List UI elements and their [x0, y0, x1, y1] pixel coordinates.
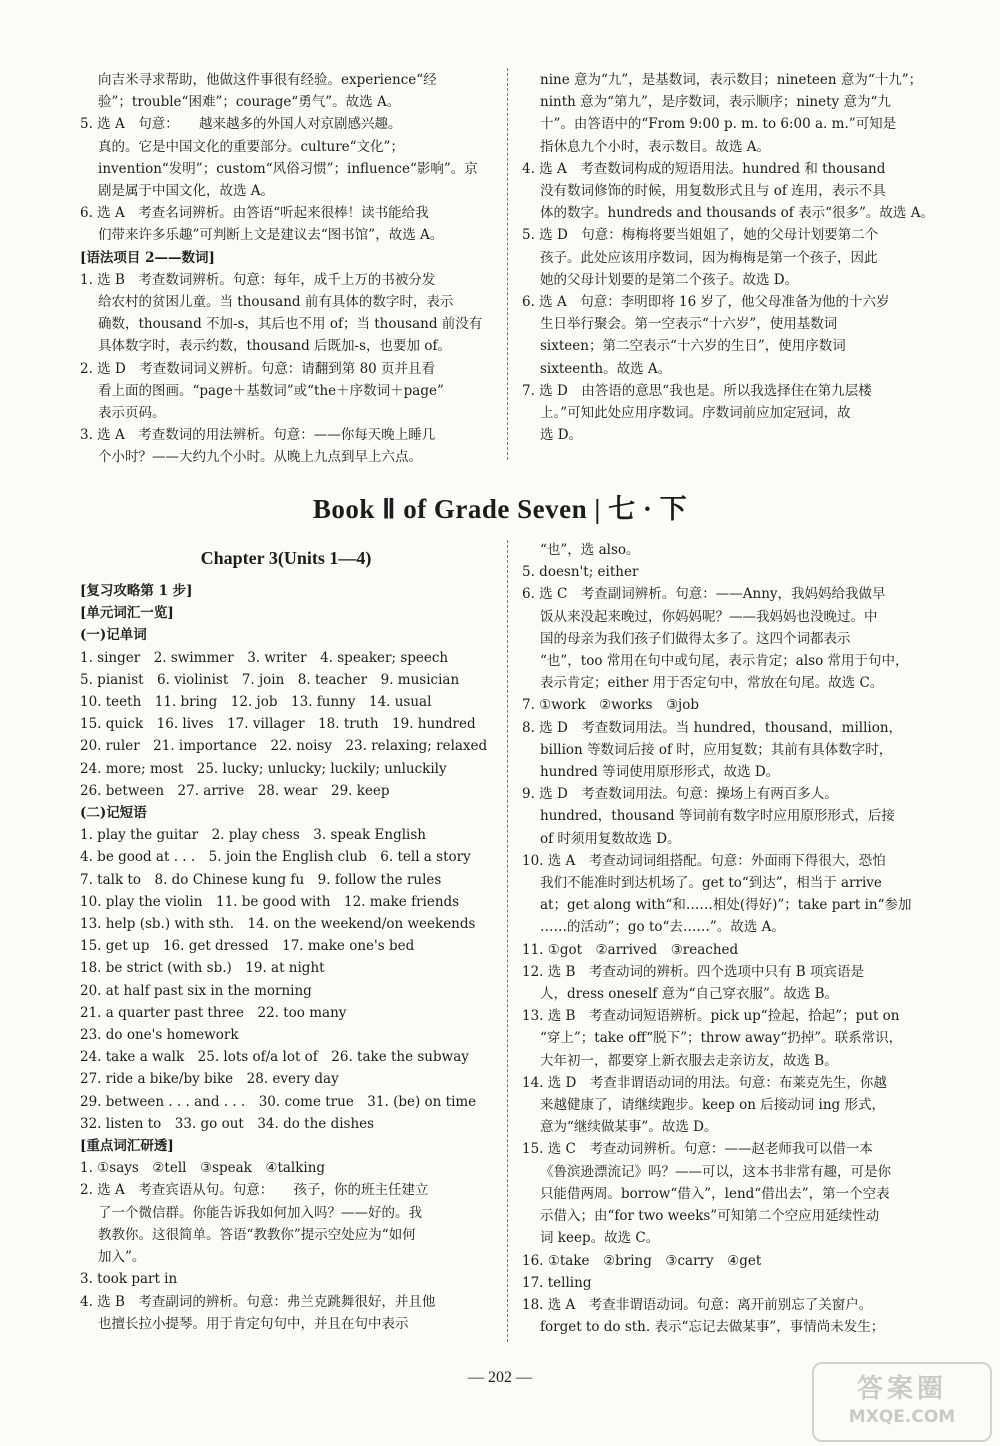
text-line: 真的。它是中国文化的重要部分。culture“文化”；: [98, 138, 404, 155]
text-line: 17. telling: [522, 1274, 592, 1291]
text-line: 32. listen to 33. go out 34. do the dishes: [80, 1115, 375, 1132]
text-line: “也”，选 also。: [540, 542, 640, 558]
text-line: 表示页码。: [98, 405, 166, 422]
text-line: 看上面的图画。“page＋基数词”或“the＋序数词＋page”: [98, 382, 444, 399]
text-line: 2. 选 D 考查数词词义辨析。句意：请翻到第 80 页并且看: [80, 360, 436, 377]
top-right-column: [522, 69, 940, 446]
text-line: at；get along with“和……相处(得好)”；take part in“参加: [540, 897, 912, 914]
text-line: 16. ①take ②bring ③carry ④get: [522, 1252, 762, 1269]
text-line: of 时须用复数故选 D。: [540, 830, 681, 847]
text-line: sixteen；第二空表示“十六岁的生日”，使用序数词: [540, 338, 846, 355]
text-line: 意为“继续做某事”。故选 D。: [540, 1119, 718, 1136]
text-line: 14. 选 D 考查非谓语动词的用法。句意：布莱克先生，你越: [522, 1074, 887, 1091]
section-heading: (一)记单词: [80, 627, 147, 644]
text-line: 5. 选 A 句意： 越来越多的外国人对京剧感兴趣。: [80, 116, 402, 133]
text-line: forget to do sth. 表示“忘记去做某事”，事情尚未发生；: [540, 1319, 885, 1336]
text-line: 8. 选 D 考查数词用法。当 hundred，thousand，million，: [522, 719, 903, 736]
text-line: 2. 选 A 考查宾语从句。句意： 孩子，你的班主任建立: [80, 1182, 429, 1199]
text-line: 10. teeth 11. bring 12. job 13. funny 14. usual: [80, 694, 432, 711]
column-divider: [507, 68, 508, 460]
text-line: 24. more; most 25. lucky; unlucky; luckily; unluckily: [80, 760, 447, 777]
text-line: 没有数词修饰的时候，用复数形式且与 of 连用，表示不具: [540, 183, 886, 200]
text-line: 4. be good at . . . 5. join the English club 6. tell a story: [80, 849, 471, 866]
text-line: 指休息九个小时，表示数目。故选 A。: [540, 138, 771, 155]
text-line: 29. between . . . and . . . 30. come true 31. (be) on time: [80, 1093, 477, 1110]
text-line: 20. at half past six in the morning: [80, 982, 312, 999]
chapter-title: Chapter 3(Units 1—4): [200, 548, 372, 568]
text-line: 20. ruler 21. importance 22. noisy 23. relaxing; relaxed: [80, 738, 488, 755]
text-line: 1. singer 2. swimmer 3. writer 4. speaker; speech: [80, 649, 449, 666]
text-line: 词 keep。故选 C。: [540, 1230, 660, 1247]
text-line: 10. play the violin 11. be good with 12. make friends: [80, 893, 460, 910]
text-line: 们带来许多乐趣”可判断上文是建议去“图书馆”，故选 A。: [98, 227, 444, 244]
text-line: 了一个微信群。你能告诉我如何加入吗？——好的。我: [98, 1204, 422, 1221]
text-line: 5. pianist 6. violinist 7. join 8. teacher 9. musician: [80, 671, 460, 688]
watermark-url: MXQE.COM: [848, 1407, 956, 1427]
text-line: 10. 选 A 考查动词词组搭配。句意：外面雨下得很大，恐怕: [522, 852, 886, 869]
text-line: 验”；trouble“困难”；courage“勇气”。故选 A。: [98, 94, 401, 111]
text-line: ninth 意为“第九”，是序数词，表示顺序；ninety 意为“九: [540, 94, 891, 111]
text-line: 21. a quarter past three 22. too many: [80, 1004, 347, 1021]
text-line: 孩子。此处应该用序数词，因为梅梅是第一个孩子，因此: [540, 249, 878, 266]
text-line: 1. 选 B 考查数词辨析。句意：每年，成千上万的书被分发: [80, 271, 436, 288]
text-line: 给农村的贫困儿童。当 thousand 前有具体的数字时，表示: [98, 294, 454, 311]
text-line: 人，dress oneself 意为“自己穿衣服”。故选 B。: [540, 986, 839, 1003]
text-line: 生日举行聚会。第一空表示“十六岁”，使用基数词: [540, 316, 838, 333]
text-line: 1. ①says ②tell ③speak ④talking: [80, 1160, 326, 1177]
text-line: 24. take a walk 25. lots of/a lot of 26. take the subway: [80, 1049, 469, 1066]
text-line: 5. 选 D 句意：梅梅将要当姐姐了，她的父母计划要第二个: [522, 227, 879, 244]
text-line: hundred，thousand 等词前有数字时应用原形形式，后接: [540, 808, 895, 825]
text-line: 也擅长拉小提琴。用于肯定句句中，并且在句中表示: [98, 1315, 409, 1332]
text-line: 国的母亲为我们孩子们做得太多了。这四个词都表示: [540, 630, 851, 647]
text-line: 教教你。这很简单。答语“教教你”提示空处应为“如何: [98, 1226, 416, 1243]
text-line: 1. play the guitar 2. play chess 3. speak English: [80, 827, 426, 844]
text-line: “也”，too 常用在句中或句尾，表示肯定；also 常用于句中，: [540, 653, 909, 670]
text-line: 她的父母计划要的是第二个孩子。故选 D。: [540, 271, 799, 288]
text-line: 大年初一，都要穿上新衣服去走亲访友，故选 B。: [540, 1052, 838, 1069]
section-heading: [单元词汇一览]: [80, 605, 174, 622]
text-line: 13. 选 B 考查动词短语辨析。pick up“捡起，拾起”；put on: [522, 1008, 900, 1025]
text-line: 6. 选 C 考查副词辨析。句意：——Anny，我妈妈给我做早: [522, 586, 886, 603]
text-line: 只能借两周。borrow“借入”，lend“借出去”，第一个空表: [540, 1185, 890, 1202]
text-line: 表示肯定；either 用于否定句中，常放在句尾。故选 C。: [540, 675, 884, 692]
text-line: 23. do one's homework: [80, 1027, 239, 1044]
text-line: sixteenth。故选 A。: [540, 360, 672, 377]
text-line: “穿上”；take off“脱下”；throw away“扔掉”。联系常识，: [540, 1030, 903, 1047]
text-line: 11. ①got ②arrived ③reached: [522, 941, 739, 958]
text-line: 加入”。: [98, 1249, 146, 1266]
text-line: 15. quick 16. lives 17. villager 18. truth 19. hundred: [80, 716, 476, 733]
text-line: 7. ①work ②works ③job: [522, 697, 699, 714]
text-line: 5. doesn't; either: [522, 564, 639, 581]
text-line: 选 D。: [540, 427, 583, 444]
text-line: 3. 选 A 考查数词的用法辨析。句意：——你每天晚上睡几: [80, 427, 436, 444]
section-heading: [复习攻略第 1 步]: [80, 583, 193, 599]
text-line: hundred 等词使用原形形式，故选 D。: [540, 764, 780, 781]
text-line: 3. took part in: [80, 1271, 178, 1288]
text-line: 15. get up 16. get dressed 17. make one's bed: [80, 938, 415, 955]
text-line: 体的数字。hundreds and thousands of 表示“很多”。故选 A。: [540, 205, 934, 222]
text-line: invention“发明”；custom“风俗习惯”；influence“影响”。京: [98, 160, 478, 177]
text-line: 我们不能准时到达机场了。get to“到达”，相当于 arrive: [540, 875, 882, 892]
text-line: nine 意为“九”，是基数词，表示数目；nineteen 意为“十九”；: [540, 72, 923, 88]
text-line: 26. between 27. arrive 28. wear 29. keep: [80, 782, 390, 799]
text-line: 15. 选 C 考查动词辨析。句意：——赵老师我可以借一本: [522, 1141, 873, 1158]
watermark-logo: [812, 1362, 992, 1442]
text-line: 《鲁滨逊漂流记》吗？——可以，这本书非常有趣，可是你: [540, 1163, 891, 1180]
text-line: 4. 选 B 考查副词的辨析。句意：弗兰克跳舞很好，并且他: [80, 1293, 436, 1310]
text-line: 剧是属于中国文化，故选 A。: [98, 183, 275, 200]
text-line: 7. 选 D 由答语的意思“我也是。所以我选择住在第九层楼: [522, 382, 872, 399]
top-left-column: [80, 69, 492, 469]
text-line: 十”。由答语中的“From 9:00 p. m. to 6:00 a. m.”可知是: [540, 116, 897, 133]
text-line: 27. ride a bike/by bike 28. every day: [80, 1071, 339, 1088]
bottom-right-column: [522, 539, 940, 1338]
section-heading: [重点词汇研透]: [80, 1138, 174, 1155]
text-line: 6. 选 A 句意：李明即将 16 岁了，他父母准备为他的十六岁: [522, 294, 890, 311]
text-line: 来越健康了，请继续跑步。keep on 后接动词 ing 形式，: [540, 1097, 885, 1114]
watermark-text: 答案圈: [856, 1374, 947, 1404]
text-line: 上。”可知此处应用序数词。序数词前应加定冠词，故: [540, 405, 851, 422]
text-line: 12. 选 B 考查动词的辨析。四个选项中只有 B 项宾语是: [522, 963, 864, 980]
column-divider: [507, 540, 508, 1342]
bottom-left-column: [80, 580, 492, 1335]
text-line: ……的活动”；go to“去……”。故选 A。: [540, 919, 785, 936]
text-line: 4. 选 A 考查数词构成的短语用法。hundred 和 thousand: [522, 160, 886, 177]
text-line: 13. help (sb.) with sth. 14. on the weekend/on weekends: [80, 916, 476, 933]
section-heading: [语法项目 2——数词]: [80, 249, 215, 266]
text-line: 具体数字时，表示约数，thousand 后既加-s，也要加 of。: [98, 338, 451, 355]
text-line: 示借入；由“for two weeks”可知第二个空应用延续性动: [540, 1208, 880, 1225]
text-line: 向吉米寻求帮助，他做这件事很有经验。experience“经: [98, 72, 437, 88]
text-line: 确数，thousand 不加-s，其后也不用 of；当 thousand 前没有: [98, 316, 483, 333]
text-line: 个小时？——大约九个小时。从晚上九点到早上六点。: [98, 449, 422, 466]
text-line: 9. 选 D 考查数词用法。句意：操场上有两百多人。: [522, 786, 838, 803]
section-heading: (二)记短语: [80, 805, 147, 822]
text-line: billion 等数词后接 of 时，应用复数；其前有具体数字时，: [540, 741, 893, 758]
text-line: 18. be strict (with sb.) 19. at night: [80, 960, 325, 977]
page-number: — 202 —: [468, 1369, 532, 1386]
text-line: 7. talk to 8. do Chinese kung fu 9. follow the rules: [80, 871, 442, 888]
text-line: 18. 选 A 考查非谓语动词。句意：离开前别忘了关窗户。: [522, 1296, 873, 1313]
book-title: Book Ⅱ of Grade Seven | 七 · 下: [312, 494, 688, 524]
text-line: 饭从来没起来晚过，你妈妈呢？——我妈妈也没晚过。中: [540, 608, 878, 625]
text-line: 6. 选 A 考查名词辨析。由答语“听起来很棒！读书能给我: [80, 205, 429, 222]
